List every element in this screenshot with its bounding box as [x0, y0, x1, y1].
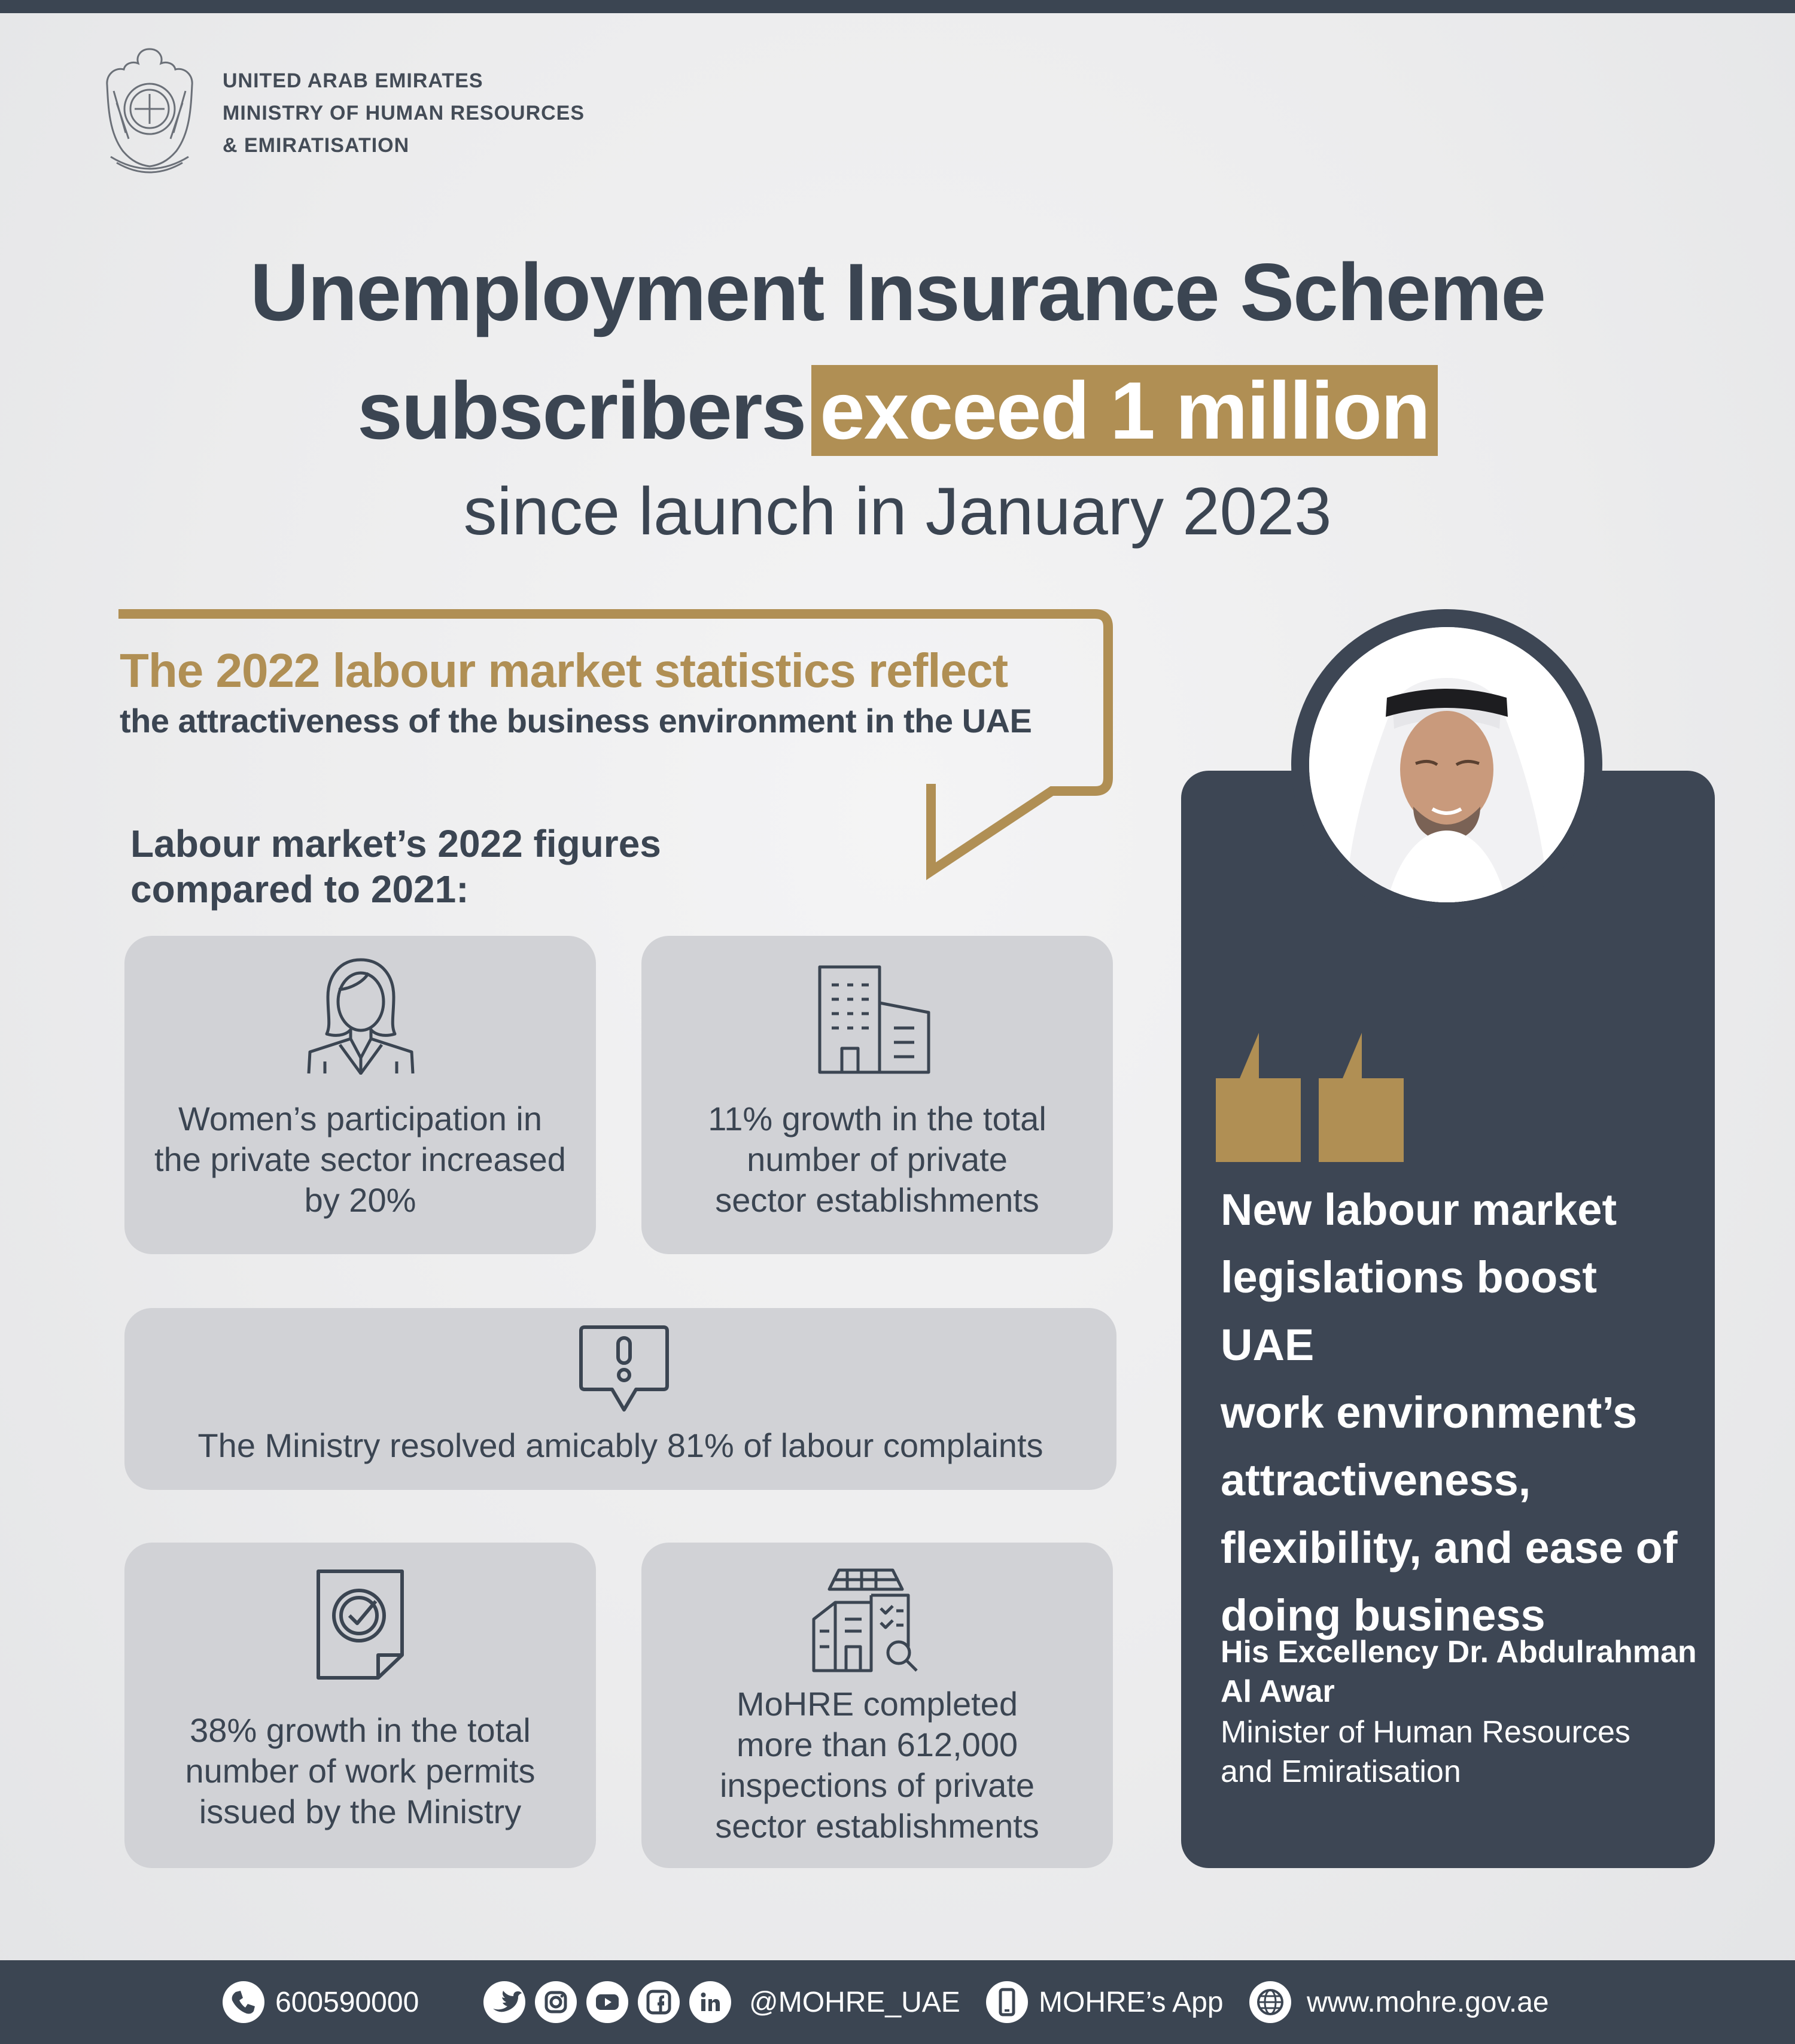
figures-heading-line-1: Labour market’s 2022 figures [130, 822, 661, 865]
stat-line: The Ministry resolved amicably 81% of labour complaints [197, 1426, 1043, 1464]
callout-heading: The 2022 labour market statistics reflect [120, 644, 1008, 697]
stat-line: more than 612,000 [736, 1726, 1018, 1763]
stat-card-establishments [641, 936, 1113, 1254]
stat-text-women [136, 1099, 584, 1221]
minister-portrait [1309, 627, 1584, 902]
instagram-icon[interactable] [535, 1981, 577, 2023]
uae-emblem-icon [99, 43, 200, 175]
quote-author-role [1221, 1713, 1711, 1791]
stat-card-complaints [124, 1308, 1116, 1490]
stat-line: issued by the Ministry [199, 1793, 522, 1830]
figures-heading-line-2: compared to 2021: [130, 868, 469, 911]
stat-line: number of private [747, 1140, 1008, 1178]
quote-author [1221, 1632, 1711, 1711]
stat-line: number of work permits [185, 1752, 536, 1790]
author-name-line: Al Awar [1221, 1674, 1335, 1709]
stat-text-work-permits [136, 1710, 584, 1832]
figures-heading [130, 821, 661, 912]
page-subtitle: since launch in January 2023 [463, 474, 1332, 549]
stat-text-establishments [653, 1099, 1101, 1221]
author-role-line: Minister of Human Resources [1221, 1715, 1630, 1750]
footer-phone[interactable] [223, 1960, 419, 2044]
footer-app[interactable] [986, 1960, 1224, 2044]
stat-line: by 20% [304, 1181, 416, 1219]
footer-bar [0, 1960, 1795, 2044]
ministry-line-2: MINISTRY OF HUMAN RESOURCES [223, 102, 585, 124]
quote-line: attractiveness, [1221, 1455, 1531, 1505]
stat-line: MoHRE completed [737, 1685, 1018, 1723]
stat-line: the private sector increased [154, 1140, 566, 1178]
quote-line: flexibility, and ease of [1221, 1523, 1678, 1572]
callout-subheading: the attractiveness of the business environment in the UAE [120, 702, 1032, 740]
mobile-app-icon [986, 1981, 1028, 2023]
building-icon [815, 961, 935, 1075]
linkedin-icon[interactable] [689, 1981, 731, 2023]
quote-line: doing business [1221, 1590, 1545, 1640]
globe-icon [1249, 1981, 1291, 2023]
ministry-line-1: UNITED ARAB EMIRATES [223, 69, 483, 92]
footer-website[interactable] [1249, 1960, 1549, 2044]
stat-card-work-permits [124, 1543, 596, 1868]
page-title-line-2 [0, 364, 1795, 457]
stat-line: 11% growth in the total [708, 1100, 1046, 1137]
document-check-icon [312, 1567, 408, 1680]
footer-app-text: MOHRE’s App [1039, 1986, 1224, 2018]
quote-line: New labour market [1221, 1185, 1617, 1234]
ministry-name [223, 65, 585, 162]
facebook-icon[interactable] [638, 1981, 680, 2023]
author-role-line: and Emiratisation [1221, 1754, 1461, 1789]
footer-social [483, 1960, 960, 2044]
stat-line: sector establishments [715, 1181, 1039, 1219]
quote-line: legislations boost UAE [1221, 1252, 1598, 1370]
stat-line: inspections of private [719, 1766, 1035, 1804]
inspection-icon [809, 1565, 923, 1673]
top-bar [0, 0, 1795, 13]
website-link: www.mohre.gov.ae [1307, 1986, 1549, 2018]
quote-line: work environment’s [1221, 1388, 1638, 1437]
stat-card-women [124, 936, 596, 1254]
quote-text [1221, 1176, 1699, 1649]
phone-icon [223, 1981, 264, 2023]
stat-line: sector establishments [715, 1807, 1039, 1845]
author-name-line: His Excellency Dr. Abdulrahman [1221, 1635, 1697, 1669]
youtube-icon[interactable] [586, 1981, 628, 2023]
footer-phone-text: 600590000 [275, 1986, 419, 2018]
stat-line: Women’s participation in [178, 1100, 542, 1137]
quote-mark-icon [1216, 1033, 1407, 1162]
complaint-icon [576, 1321, 672, 1417]
twitter-icon[interactable] [483, 1981, 525, 2023]
stat-text-inspections [653, 1684, 1101, 1847]
title-highlight: exceed 1 million [811, 365, 1438, 456]
page-title-line-1: Unemployment Insurance Scheme [250, 247, 1545, 337]
woman-icon [304, 955, 418, 1075]
stat-text-complaints [136, 1425, 1105, 1466]
stat-line: 38% growth in the total [190, 1711, 531, 1749]
title-plain-text: subscribers [357, 365, 806, 456]
social-handle[interactable]: @MOHRE_UAE [749, 1986, 960, 2018]
stat-card-inspections [641, 1543, 1113, 1868]
ministry-line-3: & EMIRATISATION [223, 134, 410, 157]
